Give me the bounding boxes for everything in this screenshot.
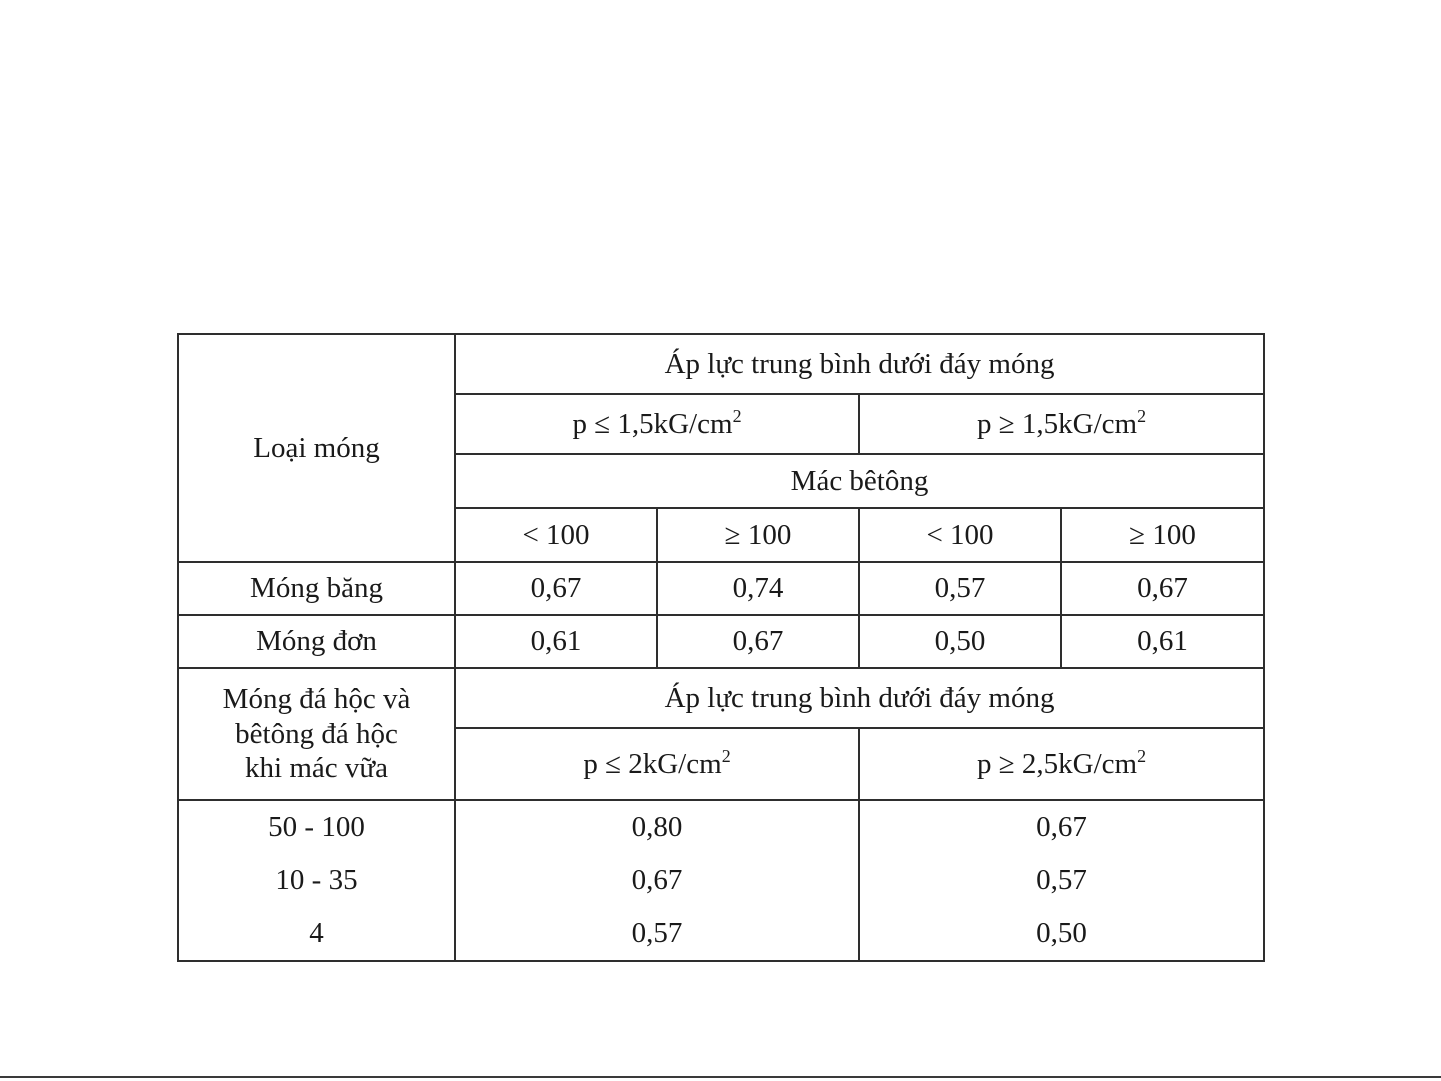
table-cell: 0,67 bbox=[455, 562, 657, 615]
table-cell: 0,80 bbox=[455, 800, 859, 854]
header-pressure-high: $p \ge 1,5kG/cm^2$ bbox=[859, 394, 1264, 454]
table-cell: 0,61 bbox=[455, 615, 657, 668]
header-ap-luc: Áp lực trung bình dưới đáy móng bbox=[455, 334, 1264, 394]
table-cell: 0,50 bbox=[859, 907, 1264, 961]
table-row bbox=[178, 800, 1264, 854]
grade-header: < 100 bbox=[455, 508, 657, 562]
row-label: Móng băng bbox=[178, 562, 455, 615]
table-row bbox=[178, 854, 1264, 907]
table-cell: 0,67 bbox=[859, 800, 1264, 854]
header-loai-mong: Loại móng bbox=[178, 334, 455, 562]
table-row bbox=[178, 907, 1264, 961]
table-cell: 0,74 bbox=[657, 562, 859, 615]
table-cell: 0,67 bbox=[455, 854, 859, 907]
row-label: 10 - 35 bbox=[178, 854, 455, 907]
table-cell: 0,50 bbox=[859, 615, 1061, 668]
row-label: Móng đơn bbox=[178, 615, 455, 668]
table-cell: 0,57 bbox=[455, 907, 859, 961]
header-pressure-low: $p \le 1,5kG/cm^2$ bbox=[455, 394, 859, 454]
table-cell: 0,67 bbox=[657, 615, 859, 668]
table-row bbox=[178, 615, 1264, 668]
stone-header-ap-luc: Áp lực trung bình dưới đáy móng bbox=[455, 668, 1264, 728]
stone-foundation-label: Móng đá hộc và bêtông đá hộc khi mác vữa bbox=[178, 668, 455, 800]
stone-pressure-high: $p \ge 2,5kG/cm^2$ bbox=[859, 728, 1264, 800]
grade-header: ≥ 100 bbox=[1061, 508, 1264, 562]
stone-pressure-low: $p \le 2kG/cm^2$ bbox=[455, 728, 859, 800]
table-cell: 0,61 bbox=[1061, 615, 1264, 668]
grade-header: < 100 bbox=[859, 508, 1061, 562]
table-row bbox=[178, 562, 1264, 615]
table-cell: 0,67 bbox=[1061, 562, 1264, 615]
row-label: 50 - 100 bbox=[178, 800, 455, 854]
grade-header: ≥ 100 bbox=[657, 508, 859, 562]
bottom-divider bbox=[0, 1076, 1441, 1078]
foundation-coefficient-table bbox=[177, 333, 1265, 962]
row-label: 4 bbox=[178, 907, 455, 961]
table-cell: 0,57 bbox=[859, 562, 1061, 615]
table-cell: 0,57 bbox=[859, 854, 1264, 907]
header-mac-betong: Mác bêtông bbox=[455, 454, 1264, 508]
